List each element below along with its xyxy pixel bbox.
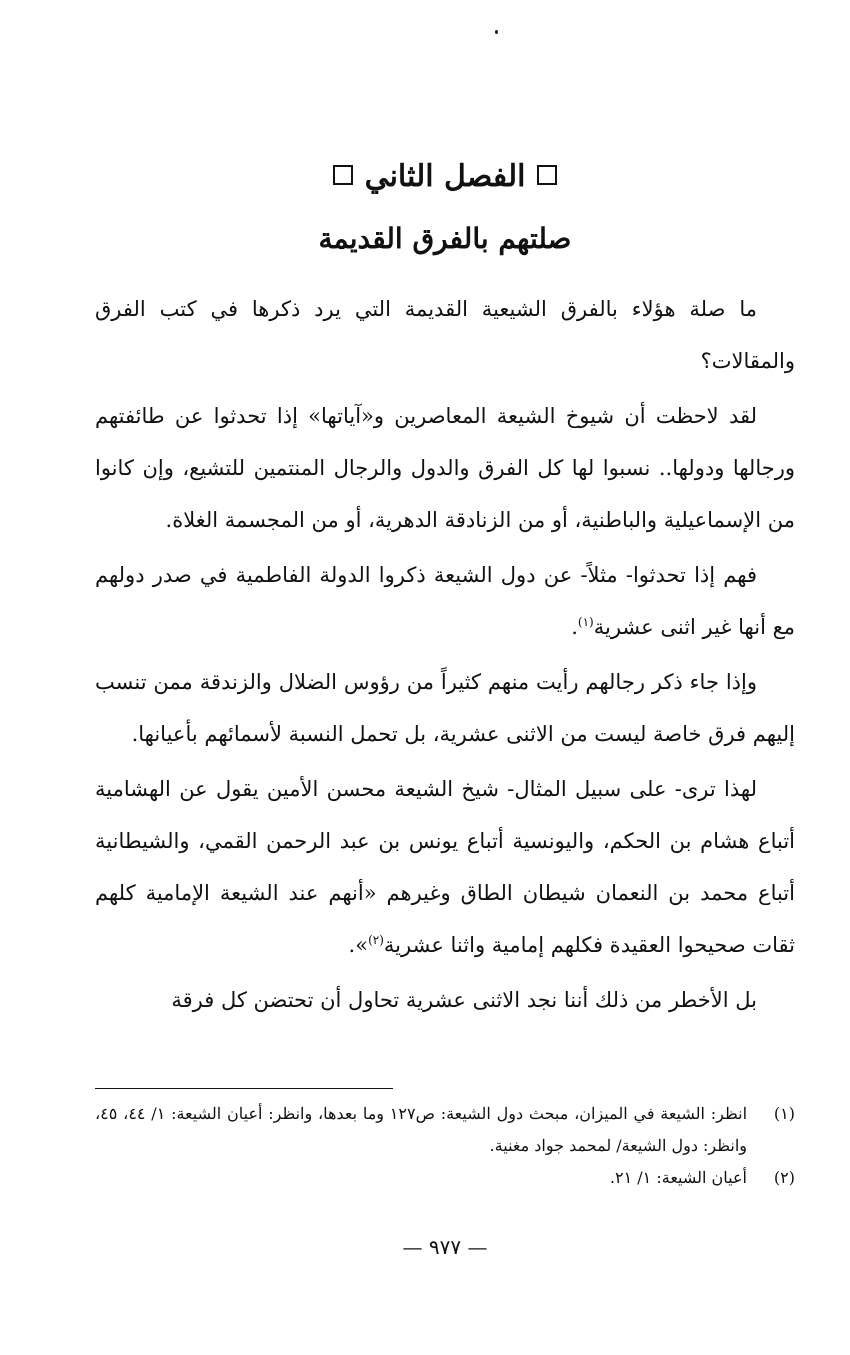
footnote-number: (٢) <box>773 1168 795 1187</box>
square-ornament-icon <box>537 165 557 185</box>
paragraph: بل الأخطر من ذلك أننا نجد الاثنى عشرية تحاول أن تحتضن كل فرقة <box>171 988 757 1012</box>
paragraph: وإذا جاء ذكر رجالهم رأيت منهم كثيراً من رؤوس الضلال والزندقة ممن تنسب إليهم فرق خاصة ليست من الاثنى عشرية، بل تحمل النسبة لأسمائهم بأعيانها. <box>95 670 795 746</box>
page-number: — ٩٧٧ — <box>402 1235 488 1259</box>
footnote <box>95 1098 795 1162</box>
paragraph: فهم إذا تحدثوا- مثلاً- عن دول الشيعة ذكروا الدولة الفاطمية في صدر دولهم مع أنها غير اثنى عشرية$^{(١)}$. <box>95 563 795 639</box>
section-title: صلتهم بالفرق القديمة <box>318 222 572 255</box>
footnote-text: انظر: الشيعة في الميزان، مبحث دول الشيعة: ص١٢٧ وما بعدها، وانظر: أعيان الشيعة: ١/ ٤٤، ٤٥، وانظر: دول الشيعة/ لمحمد جواد مغنية. <box>95 1104 748 1155</box>
footnote-text: أعيان الشيعة: ١/ ٢١. <box>609 1168 747 1187</box>
book-page <box>95 0 795 1355</box>
chapter-title: الفصل الثاني <box>364 159 526 194</box>
paragraph: ما صلة هؤلاء بالفرق الشيعية القديمة التي يرد ذكرها في كتب الفرق والمقالات؟ <box>95 297 795 373</box>
page-mark <box>495 30 498 34</box>
paragraph: لهذا ترى- على سبيل المثال- شيخ الشيعة محسن الأمين يقول عن الهشامية أتباع هشام بن الحكم، واليونسية أتباع يونس بن عبد الرحمن القمي، والشيطانية أتباع محمد بن النعمان شيطان الطاق وغيرهم «أنهم عند الشيعة الإمامية كلهم ثقات صحيحوا العقيدة فكلهم إمامية واثنا عشرية$^{(٢)}$». <box>95 777 795 957</box>
footnotes <box>95 1098 795 1194</box>
body-text <box>95 283 795 1029</box>
footnote <box>95 1162 795 1194</box>
footnote-ref[interactable]: (١) <box>577 615 594 629</box>
footnote-number: (١) <box>773 1104 795 1123</box>
paragraph: لقد لاحظت أن شيوخ الشيعة المعاصرين و«آياتها» إذا تحدثوا عن طائفتهم ورجالها ودولها.. نسبوا لها كل الفرق والدول والرجال المنتمين للتشيع، وإن كانوا من الإسماعيلية والباطنية، أو من الزنادقة الدهرية، أو من المجسمة الغلاة. <box>95 404 795 532</box>
footnote-divider <box>95 1088 393 1089</box>
chapter-heading <box>95 152 795 202</box>
footnote-ref[interactable]: (٢) <box>368 933 384 947</box>
square-ornament-icon <box>333 165 353 185</box>
